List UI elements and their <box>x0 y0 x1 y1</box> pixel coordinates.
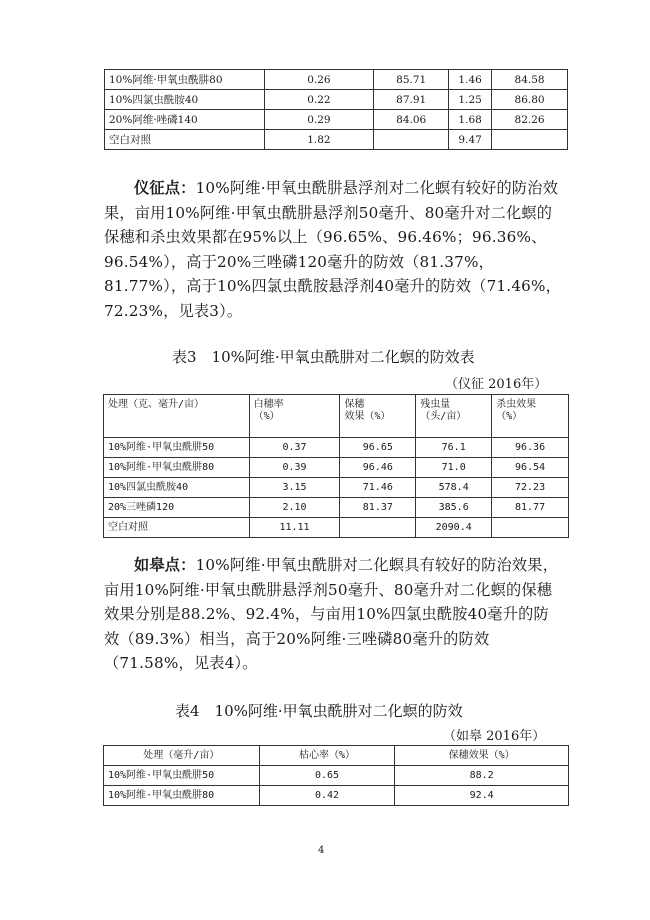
table-cell: 9.47 <box>449 130 492 150</box>
table-cell: 空白对照 <box>104 518 250 538</box>
paragraph-lead: 仪征点： <box>134 179 196 197</box>
table-cell: 2090.4 <box>416 518 492 538</box>
paragraph-lead: 如皋点： <box>134 556 196 574</box>
table-cell: 96.65 <box>340 438 416 458</box>
table-cell: 92.4 <box>395 786 569 806</box>
paragraph-text: 10%阿维·甲氧虫酰肼悬浮剂对二化螟有较好的防治效果，亩用10%阿维·甲氧虫酰肼悬浮剂50毫升、80毫升对二化螟的保穗和杀虫效果都在95%以上（96.65%、96.46%；96.36%、96.54%），高于20%三唑磷120毫升的防效（81.37%，81.77%），高于10%四氯虫酰胺悬浮剂40毫升的防效（71.46%，72.23%，见表3）。 <box>104 179 562 320</box>
table-cell <box>492 518 569 538</box>
table-row <box>105 90 568 110</box>
table-cell: 71.46 <box>340 478 416 498</box>
column-header: 处理（克、毫升/亩） <box>104 395 250 438</box>
table-header-row <box>104 746 569 766</box>
table-cell: 85.71 <box>374 70 449 90</box>
table4-caption: 表4 10%阿维·甲氧虫酰肼对二化螟的防效 <box>175 702 463 720</box>
table-cell: 84.58 <box>492 70 568 90</box>
column-header: 枯心率（%） <box>259 746 395 766</box>
table-cell: 82.26 <box>492 110 568 130</box>
table4-subcaption: （如皋 2016年） <box>443 729 546 744</box>
page-number: 4 <box>318 845 325 856</box>
table-cell: 1.68 <box>449 110 492 130</box>
table-cell: 0.22 <box>264 90 374 110</box>
paragraph-yizheng <box>104 176 564 324</box>
table-row <box>105 130 568 150</box>
table3-caption: 表3 10%阿维·甲氧虫酰肼对二化螟的防效表 <box>172 348 475 366</box>
table-cell: 385.6 <box>416 498 492 518</box>
table-row <box>104 478 569 498</box>
table-row <box>104 786 569 806</box>
column-header: 处理（毫升/亩） <box>104 746 260 766</box>
table-cell: 20%阿维·唑磷140 <box>105 110 265 130</box>
table-cell: 10%阿维·甲氧虫酰肼50 <box>104 766 260 786</box>
table-cell: 0.65 <box>259 766 395 786</box>
column-header: 保穗效果（%） <box>395 746 569 766</box>
table-cell: 空白对照 <box>105 130 265 150</box>
table-cell: 86.80 <box>492 90 568 110</box>
column-header: 保穗 效果（%） <box>340 395 416 438</box>
table-cell: 0.29 <box>264 110 374 130</box>
table-row <box>104 438 569 458</box>
table-cell: 0.42 <box>259 786 395 806</box>
column-header: 杀虫效果 （%） <box>492 395 569 438</box>
table3-subcaption: （仪征 2016年） <box>445 377 548 392</box>
column-header: 残虫量 （头/亩） <box>416 395 492 438</box>
table-cell: 88.2 <box>395 766 569 786</box>
paragraph-rugao <box>104 553 564 676</box>
table-cell: 1.46 <box>449 70 492 90</box>
table-cell: 3.15 <box>249 478 340 498</box>
table-row <box>104 766 569 786</box>
table4 <box>103 745 569 806</box>
column-header: 白穗率 （%） <box>249 395 340 438</box>
paragraph-text: 10%阿维·甲氧虫酰肼对二化螟具有较好的防治效果，亩用10%阿维·甲氧虫酰肼悬浮剂50毫升、80毫升对二化螟的保穗效果分别是88.2%、92.4%，与亩用10%四氯虫酰胺40毫升的防效（89.3%）相当，高于20%阿维·三唑磷80毫升的防效（71.58%，见表4）。 <box>104 556 559 673</box>
table-cell: 76.1 <box>416 438 492 458</box>
table-cell: 10%阿维·甲氧虫酰肼80 <box>105 70 265 90</box>
table-cell: 1.25 <box>449 90 492 110</box>
table-row <box>104 518 569 538</box>
table-cell: 96.36 <box>492 438 569 458</box>
table-cell <box>340 518 416 538</box>
table-cell: 0.39 <box>249 458 340 478</box>
table-cell: 96.46 <box>340 458 416 478</box>
table-cell: 10%四氯虫酰胺40 <box>105 90 265 110</box>
table-cell: 81.37 <box>340 498 416 518</box>
table-cell: 0.37 <box>249 438 340 458</box>
table-cell <box>374 130 449 150</box>
table-row <box>104 458 569 478</box>
table3 <box>103 394 569 538</box>
table-cell: 71.0 <box>416 458 492 478</box>
table-cell: 10%阿维·甲氧虫酰肼80 <box>104 786 260 806</box>
table-row <box>104 498 569 518</box>
table-cell: 96.54 <box>492 458 569 478</box>
table-cell: 578.4 <box>416 478 492 498</box>
table-cell: 10%四氯虫酰胺40 <box>104 478 250 498</box>
table-cell: 10%阿维·甲氧虫酰肼50 <box>104 438 250 458</box>
table-cell: 72.23 <box>492 478 569 498</box>
table-cell <box>492 130 568 150</box>
table-cell: 10%阿维·甲氧虫酰肼80 <box>104 458 250 478</box>
table-cell: 1.82 <box>264 130 374 150</box>
table-row <box>105 70 568 90</box>
table-cell: 81.77 <box>492 498 569 518</box>
table-cell: 87.91 <box>374 90 449 110</box>
table-cell: 20%三唑磷120 <box>104 498 250 518</box>
table-cell: 0.26 <box>264 70 374 90</box>
table-cell: 84.06 <box>374 110 449 130</box>
table-continued <box>104 69 568 150</box>
table-cell: 11.11 <box>249 518 340 538</box>
table-cell: 2.10 <box>249 498 340 518</box>
table-header-row <box>104 395 569 438</box>
table-row <box>105 110 568 130</box>
